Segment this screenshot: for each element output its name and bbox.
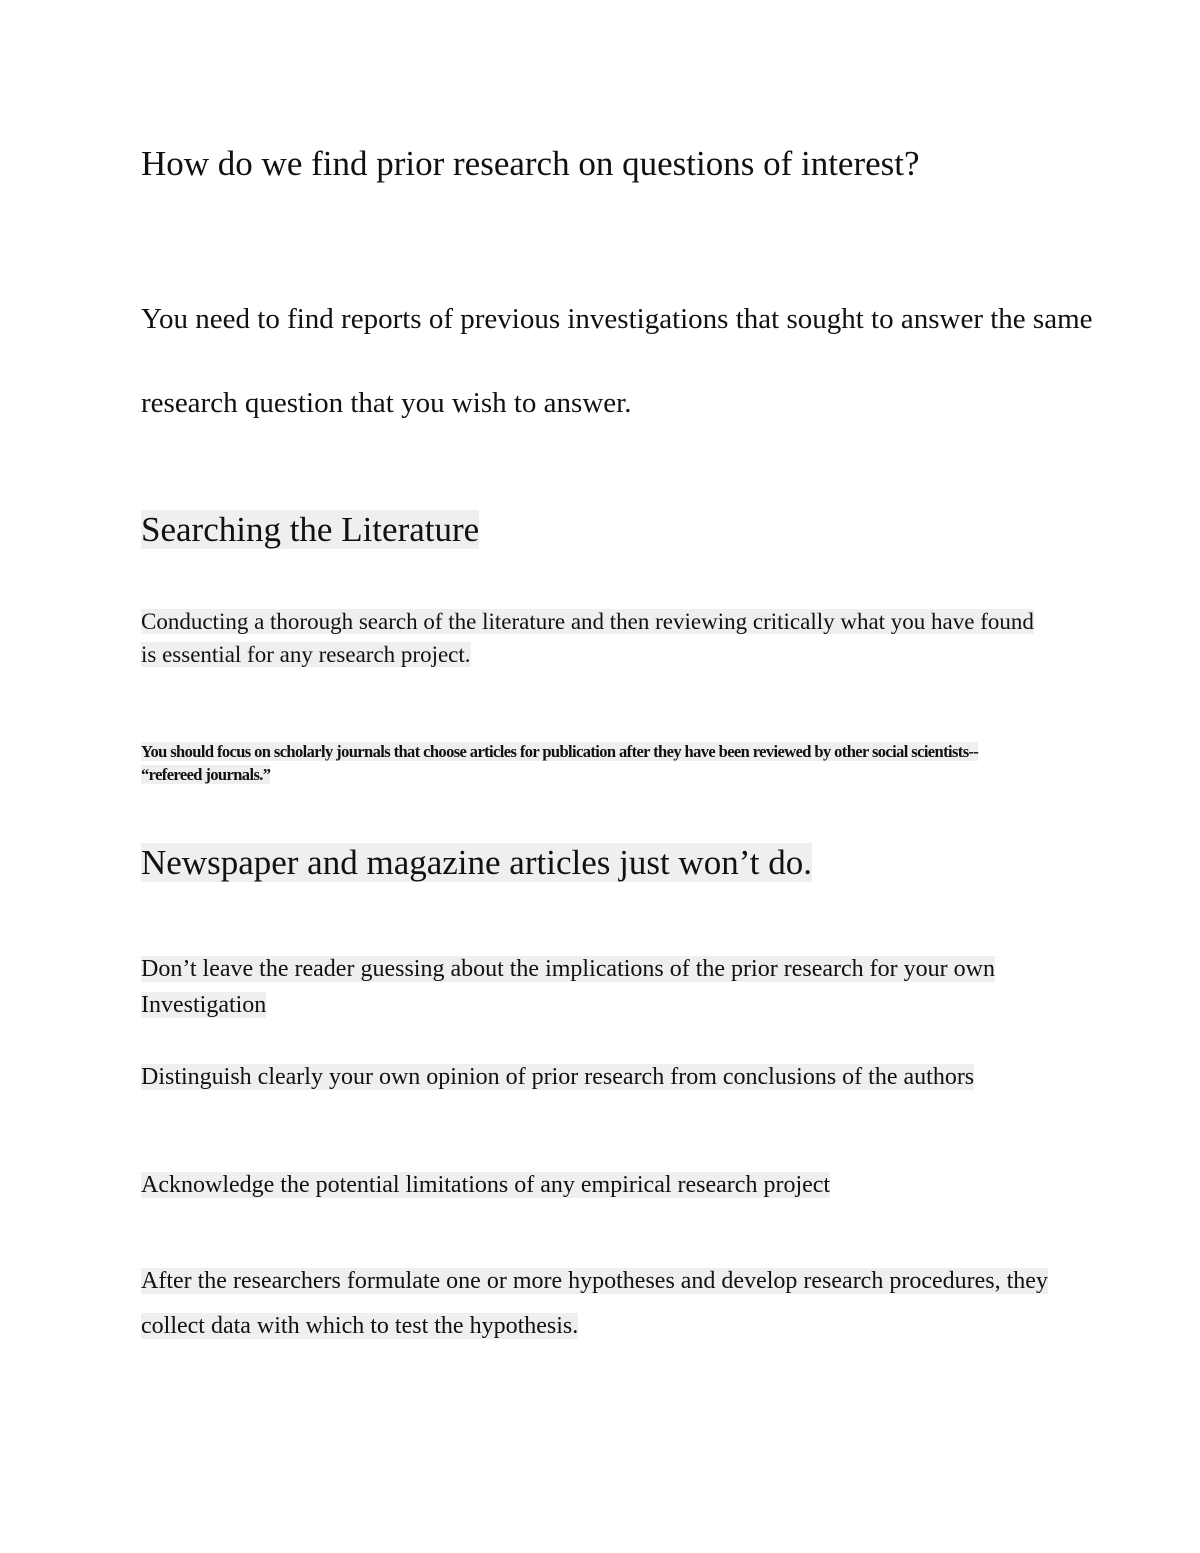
conducting-line: Conducting a thorough search of the literature and then reviewing critically what you have found <box>141 609 1034 634</box>
after-line: collect data with which to test the hypothesis. <box>141 1313 579 1339</box>
acknowledge-text: Acknowledge the potential limitations of any empirical research project <box>141 1172 831 1198</box>
intro-line: You need to find reports of previous investigations that sought to answer the same <box>141 303 1093 335</box>
distinguish-text: Distinguish clearly your own opinion of prior research from conclusions of the authors <box>141 1064 975 1090</box>
dont-leave-line: Investigation <box>141 992 267 1018</box>
conducting-paragraph <box>141 605 1034 671</box>
focus-line: You should focus on scholarly journals that choose articles for publication after they have been reviewed by other social scientists-- <box>141 742 979 761</box>
intro-line: research question that you wish to answer. <box>141 387 632 419</box>
distinguish-paragraph <box>141 1060 974 1094</box>
acknowledge-paragraph <box>141 1168 830 1202</box>
after-line: After the researchers formulate one or more hypotheses and develop research procedures, they <box>141 1268 1048 1294</box>
dont-leave-paragraph <box>141 951 995 1023</box>
heading-newspaper <box>141 840 812 886</box>
dont-leave-line: Don’t leave the reader guessing about the implications of the prior research for your own <box>141 956 995 982</box>
after-researchers-paragraph <box>141 1259 1048 1349</box>
focus-line: “refereed journals.” <box>141 765 271 784</box>
conducting-line: is essential for any research project. <box>141 642 471 667</box>
focus-paragraph <box>141 740 978 786</box>
heading-searching-text: Searching the Literature <box>141 510 480 549</box>
heading-searching-literature <box>141 507 479 553</box>
intro-paragraph <box>141 296 1093 464</box>
question-title: How do we find prior research on questions of interest? <box>141 144 920 183</box>
heading-newspaper-text: Newspaper and magazine articles just won’t do. <box>141 843 812 882</box>
